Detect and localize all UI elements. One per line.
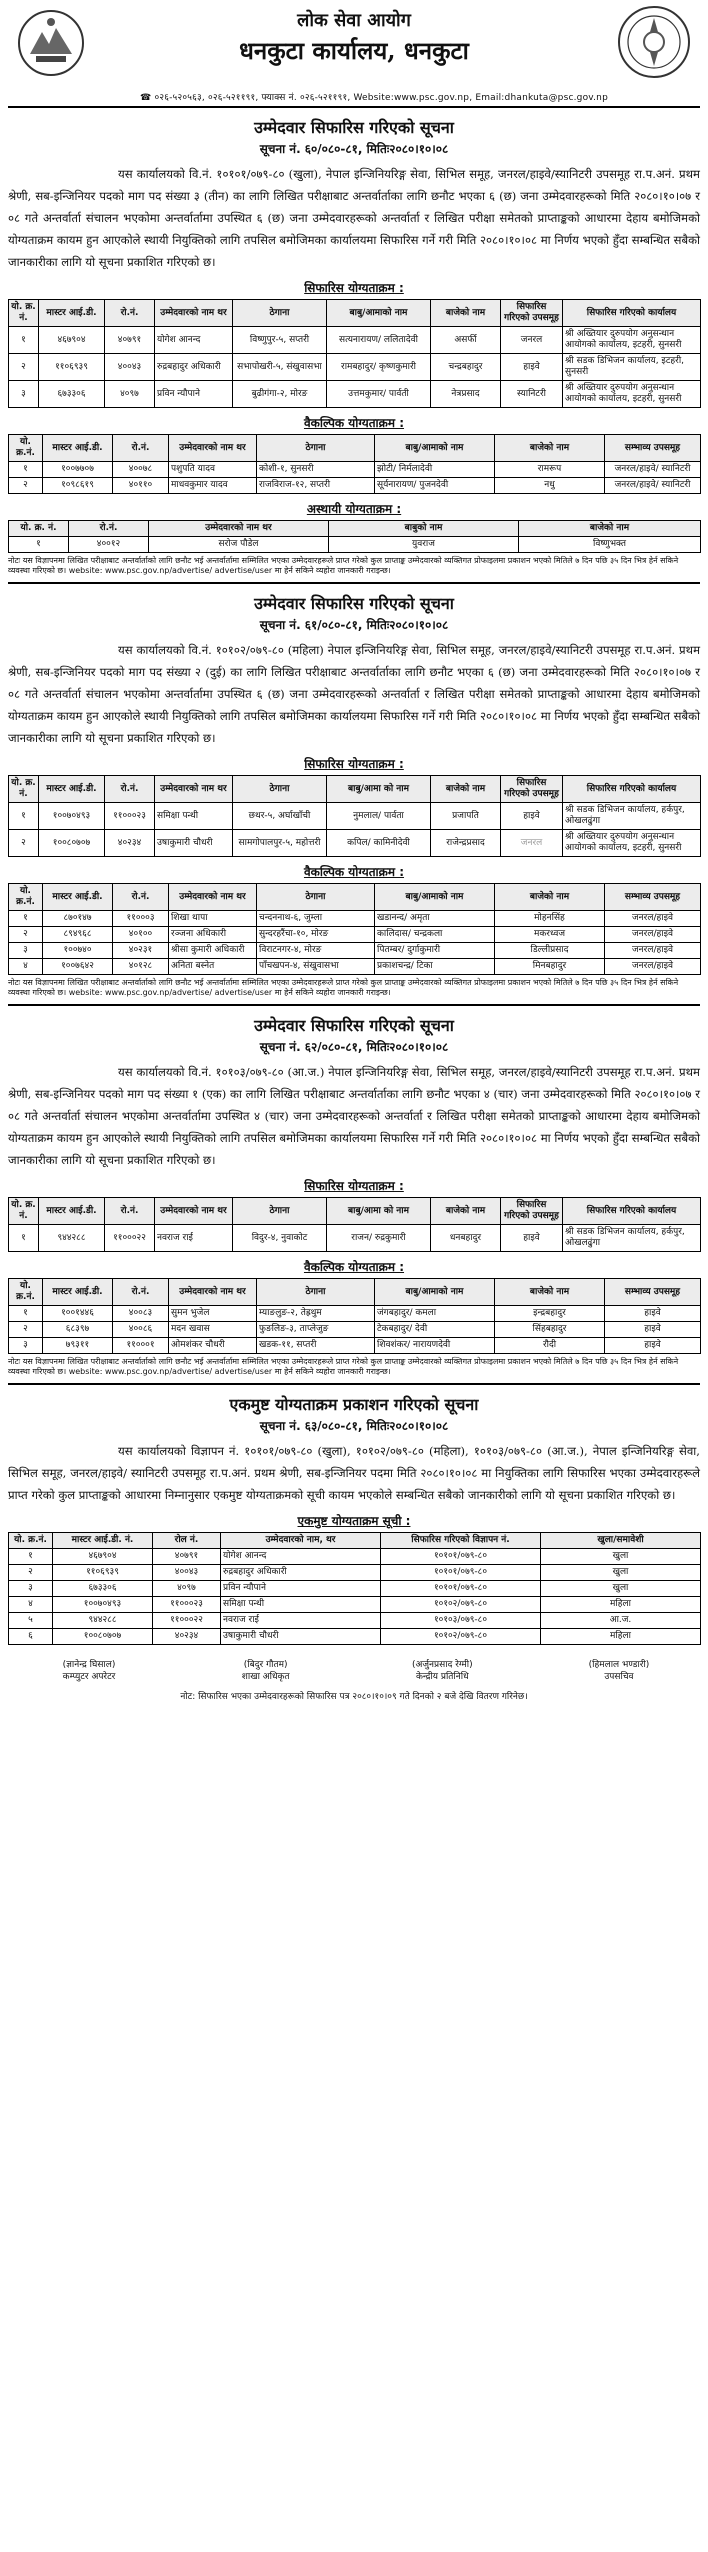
- table-row: [9, 927, 701, 943]
- notice-number: सूचना नं. ६१/०८०-८१, मितिः२०८०।१०।०८: [259, 618, 449, 632]
- table-cell: युवराज: [329, 537, 519, 553]
- table-row: [9, 1338, 701, 1354]
- recommendation-title: सिफारिस योग्यताक्रम :: [304, 1179, 404, 1193]
- final-merit-table: [8, 1532, 701, 1645]
- table-cell: ४०७९१: [105, 327, 155, 354]
- table-cell: कालिदास/ चन्द्रकला: [375, 927, 495, 943]
- column-header: सिफारिस गरिएको उपसमूह: [501, 776, 563, 803]
- table-row: [9, 537, 701, 553]
- table-cell: ८७०१४७: [43, 911, 113, 927]
- table-cell: विष्णुभक्त: [519, 537, 701, 553]
- table-cell: ७९३११: [43, 1338, 113, 1354]
- column-header: रो.नं.: [113, 1279, 169, 1306]
- notice-note: नोटः यस विज्ञापनमा लिखित परीक्षाबाट अन्तर्वार्ताको लागि छनौट भई अन्तर्वार्तामा सम्मिलित भएका उम्मेदवारहरूले प्राप्त गरेको कुल प्राप्ताङ्क उम्मेदवारको व्यक्तिगत प्रोफाइलमा प्रकाशन भएको मितिले ७ दिन पछि ३५ दिन भित्र हेर्न सकिने व्यवस्था गरिएको छ। website: www.psc.gov.np/advertise/ advertise/user मा हेर्न सकिने व्यहोरा जानकारी गराइन्छ।: [8, 978, 700, 1006]
- table-cell: ४००८६: [113, 1322, 169, 1338]
- column-header: यो. क्र.नं.: [9, 884, 43, 911]
- column-header: सम्भाव्य उपसमूह: [605, 1279, 701, 1306]
- column-header: उम्मेदवारको नाम थर: [169, 1279, 257, 1306]
- table-cell: ६: [9, 1629, 53, 1645]
- table-cell: ४०२३१: [113, 943, 169, 959]
- table-cell: उषाकुमारी चौधरी: [221, 1629, 381, 1645]
- table-cell: छथर-५, अर्घाखाँची: [233, 803, 327, 830]
- table-cell: ३: [9, 381, 39, 408]
- table-cell: सभापोखरी-५, संखुवासभा: [233, 354, 327, 381]
- temporary-table: [8, 520, 701, 553]
- table-cell: उत्तमकुमार/ पार्वती: [327, 381, 431, 408]
- table-cell: खुला: [541, 1565, 701, 1581]
- table-cell: मदन खवास: [169, 1322, 257, 1338]
- column-header: सिफारिस गरिएको कार्यालय: [563, 300, 701, 327]
- table-cell: विदुर-४, नुवाकोट: [233, 1225, 327, 1252]
- table-cell: ४०७९१: [153, 1549, 221, 1565]
- table-cell: जनरल/हाइवे/ स्यानिटरी: [605, 462, 701, 478]
- table-cell: ४०२३४: [105, 830, 155, 857]
- column-header: उम्मेदवारको नाम थर: [169, 435, 257, 462]
- table-cell: ८९४९६८: [43, 927, 113, 943]
- table-cell: ९४४२८८: [39, 1225, 105, 1252]
- table-cell: ४०९७: [153, 1581, 221, 1597]
- table-cell: उषाकुमारी चौधरी: [155, 830, 233, 857]
- signature: (अर्जुनप्रसाद रेग्मी) केन्द्रीय प्रतिनिधि: [411, 1660, 473, 1682]
- table-cell: ६७३३०६: [39, 381, 105, 408]
- table-cell: मकरध्वज: [495, 927, 605, 943]
- table-row: [9, 943, 701, 959]
- table-cell: समिक्षा पन्थी: [155, 803, 233, 830]
- column-header: मास्टर आई.डी.: [39, 300, 105, 327]
- table-cell: ३: [9, 943, 43, 959]
- table-cell: हाइवे: [605, 1306, 701, 1322]
- table-cell: पशुपति यादव: [169, 462, 257, 478]
- table-cell: रञ्जना अधिकारी: [169, 927, 257, 943]
- final-title: एकमुष्ट योग्यताक्रम प्रकाशन गरिएको सूचना: [229, 1395, 479, 1414]
- table-cell: चन्दननाथ-६, जुम्ला: [257, 911, 375, 927]
- final-no: सूचना नं. ६३/०८०-८१, मितिः२०८०।१०।०८: [259, 1419, 449, 1433]
- table-cell: योगेश आनन्द: [155, 327, 233, 354]
- column-header: सिफारिस गरिएको कार्यालय: [563, 1198, 701, 1225]
- notice-3: [8, 1006, 700, 1385]
- column-header: उम्मेदवारको नाम थर: [169, 884, 257, 911]
- table-cell: रामरूप: [495, 462, 605, 478]
- column-header: बाबु/आमाको नाम: [375, 435, 495, 462]
- table-cell: २: [9, 1322, 43, 1338]
- table-cell: सुन्दरहरैंचा-१०, मोरङ: [257, 927, 375, 943]
- column-header: रो.नं.: [105, 1198, 155, 1225]
- table-row: [9, 1322, 701, 1338]
- table-cell: रौदी: [495, 1338, 605, 1354]
- table-row: [9, 1597, 701, 1613]
- table-row: [9, 1225, 701, 1252]
- column-header: ठेगाना: [233, 1198, 327, 1225]
- table-row: [9, 1306, 701, 1322]
- column-header: यो. क्र.नं.: [9, 435, 43, 462]
- table-cell: फुङलिङ-३, ताप्लेजुङ: [257, 1322, 375, 1338]
- table-cell: ४००१२: [69, 537, 149, 553]
- table-cell: ११०६९३९: [39, 354, 105, 381]
- table-cell: डिल्लीप्रसाद: [495, 943, 605, 959]
- column-header: यो. क्र. नं.: [9, 1198, 39, 1225]
- table-cell: म्याङलुङ-२, तेह्रथुम: [257, 1306, 375, 1322]
- table-row: [9, 911, 701, 927]
- table-cell: २: [9, 478, 43, 494]
- column-header: बाबु/आमा को नाम: [327, 1198, 431, 1225]
- psc-seal-icon: [616, 4, 692, 80]
- table-cell: टेकबहादुर/ देवी: [375, 1322, 495, 1338]
- table-cell: नुमलाल/ पार्वता: [327, 803, 431, 830]
- table-cell: रुद्रबहादुर अधिकारी: [221, 1565, 381, 1581]
- table-cell: १०१०१/०७९-८०: [381, 1549, 541, 1565]
- table-cell: समिक्षा पन्थी: [221, 1597, 381, 1613]
- table-cell: ११०००१: [113, 1338, 169, 1354]
- table-cell: जनरल/हाइवे: [605, 911, 701, 927]
- table-cell: १००७०४९३: [53, 1597, 153, 1613]
- table-cell: ४: [9, 959, 43, 975]
- table-cell: हाइवे: [605, 1338, 701, 1354]
- table-cell: श्री सडक डिभिजन कार्यालय, हर्कपुर, ओखलढुंगा: [563, 1225, 701, 1252]
- column-header: मास्टर आई.डी.: [39, 776, 105, 803]
- notice-note: नोटः यस विज्ञापनमा लिखित परीक्षाबाट अन्तर्वार्ताको लागि छनौट भई अन्तर्वार्तामा सम्मिलित भएका उम्मेदवारहरूले प्राप्त गरेको कुल प्राप्ताङ्क उम्मेदवारको व्यक्तिगत प्रोफाइलमा प्रकाशन भएको मितिले ७ दिन पछि ३५ दिन भित्र हेर्न सकिने व्यवस्था गरिएको छ। website: www.psc.gov.np/advertise/ advertise/user मा हेर्न सकिने व्यहोरा जानकारी गराइन्छ।: [8, 1357, 700, 1385]
- column-header: रो.नं.: [113, 435, 169, 462]
- table-cell: ४००८३: [113, 1306, 169, 1322]
- column-header: रो.नं.: [69, 521, 149, 537]
- table-cell: राजविराज-१२, सप्तरी: [257, 478, 375, 494]
- table-cell: १००७४०: [43, 943, 113, 959]
- table-cell: १००७०४९३: [39, 803, 105, 830]
- column-header: बाजेको नाम: [431, 300, 501, 327]
- table-cell: श्री सडक डिभिजन कार्यालय, हर्कपुर, ओखलढुंगा: [563, 803, 701, 830]
- office-name: धनकुटा कार्यालय, धनकुटा: [239, 36, 469, 65]
- final-notice: [8, 1385, 700, 1702]
- table-cell: महिला: [541, 1597, 701, 1613]
- table-cell: १००८०७०७: [53, 1629, 153, 1645]
- column-header: बाजेको नाम: [495, 884, 605, 911]
- table-cell: १: [9, 462, 43, 478]
- table-cell: सिंहबहादुर: [495, 1322, 605, 1338]
- table-row: [9, 803, 701, 830]
- table-cell: पितम्बर/ दुर्गाकुमारी: [375, 943, 495, 959]
- table-cell: नेत्रप्रसाद: [431, 381, 501, 408]
- table-cell: विष्णुपुर-५, सप्तरी: [233, 327, 327, 354]
- final-footer-note: नोट: सिफारिस भएका उम्मेदवारहरूको सिफारिस पत्र २०८०।१०।०९ गते दिनको २ बजे देखि वितरण गरिनेछ।: [180, 1692, 528, 1702]
- table-cell: ४०२३४: [153, 1629, 221, 1645]
- column-header: यो. क्र. नं.: [9, 300, 39, 327]
- table-cell: १: [9, 1225, 39, 1252]
- column-header: रो.नं.: [105, 776, 155, 803]
- column-header: बाजेको नाम: [495, 1279, 605, 1306]
- table-cell: खुला: [541, 1549, 701, 1565]
- signature: (हिमलाल भण्डारी) उपसचिव: [588, 1660, 650, 1682]
- table-cell: हाइवे: [501, 354, 563, 381]
- column-header: खुला/समावेशी: [541, 1533, 701, 1549]
- table-cell: चन्द्रबहादुर: [431, 354, 501, 381]
- table-cell: प्रविन न्यौपाने: [221, 1581, 381, 1597]
- table-cell: ९४४२८८: [53, 1613, 153, 1629]
- column-header: उम्मेदवारको नाम थर: [155, 1198, 233, 1225]
- table-cell: विराटनगर-४, मोरङ: [257, 943, 375, 959]
- recommendation-title: सिफारिस योग्यताक्रम :: [304, 757, 404, 771]
- alternate-title: वैकल्पिक योग्यताक्रम :: [303, 1260, 405, 1274]
- table-cell: सुमन भुजेल: [169, 1306, 257, 1322]
- table-cell: १०१०१/०७९-८०: [381, 1565, 541, 1581]
- column-header: मास्टर आई.डी.: [43, 1279, 113, 1306]
- table-cell: ४००४३: [153, 1565, 221, 1581]
- table-cell: श्री सडक डिभिजन कार्यालय, इटहरी, सुनसरी: [563, 354, 701, 381]
- table-cell: असर्फी: [431, 327, 501, 354]
- table-cell: १०१०२/०७९-८०: [381, 1629, 541, 1645]
- column-header: ठेगाना: [233, 300, 327, 327]
- table-cell: श्रीसा कुमारी अधिकारी: [169, 943, 257, 959]
- column-header: मास्टर आई.डी.: [43, 435, 113, 462]
- table-cell: ३: [9, 1338, 43, 1354]
- table-cell: प्रकाशचन्द्र/ टिका: [375, 959, 495, 975]
- table-cell: ४६७९०४: [39, 327, 105, 354]
- notice-body: यस कार्यालयको वि.नं. १०१०२/०७९-८० (महिला) नेपाल इन्जिनियरिङ्ग सेवा, सिभिल समूह, जनरल/हाइवे/स्यानिटरी उपसमूह रा.प.अनं. प्रथम श्रेणी, सब-इन्जिनियर पदको माग पद संख्या २ (दुई) का लागि लिखित परीक्षाबाट अन्तर्वार्ताका लागि छनौट भएका ६ (छ) जना उम्मेदवारहरूको मिति २०८०।१०।०७ र ०८ गते अन्तर्वार्ता संचालन भएकोमा अन्तर्वार्तामा उपस्थित ६ (छ) जना उम्मेदवारहरूको अन्तर्वार्ता र लिखित परीक्षा समेतको प्राप्ताङ्कको आधारमा देहाय बमोजिमको योग्यताक्रम कायम हुन आएकोले स्थायी नियुक्तिको लागि तपसिल बमोजिमका कार्यालयमा सिफारिस गर्ने गरी मिति २०८०।१०।०८ मा निर्णय भएको हुँदा सम्बन्धित सबैको जानकारीका लागि यो सूचना प्रकाशित गरिएको छ।: [8, 643, 700, 745]
- table-cell: १: [9, 1306, 43, 1322]
- table-cell: कोशी-१, सुनसरी: [257, 462, 375, 478]
- table-cell: नवराज राई: [221, 1613, 381, 1629]
- column-header: रो.नं.: [105, 300, 155, 327]
- table-cell: २: [9, 830, 39, 857]
- table-cell: १: [9, 327, 39, 354]
- column-header: उम्मेदवारको नाम थर: [149, 521, 329, 537]
- table-row: [9, 1629, 701, 1645]
- column-header: यो. क्र. नं.: [9, 521, 69, 537]
- table-cell: इन्द्रबहादुर: [495, 1306, 605, 1322]
- table-cell: ११०००२२: [105, 1225, 155, 1252]
- column-header: सम्भाव्य उपसमूह: [605, 435, 701, 462]
- table-cell: श्री अख्तियार दुरुपयोग अनुसन्धान आयोगको कार्यालय, इटहरी, सुनसरी: [563, 381, 701, 408]
- column-header: रोल नं.: [153, 1533, 221, 1549]
- table-row: [9, 830, 701, 857]
- table-cell: अनिता बस्नेत: [169, 959, 257, 975]
- notice-body: यस कार्यालयको वि.नं. १०१०३/०७९-८० (आ.ज.) नेपाल इन्जिनियरिङ्ग सेवा, सिभिल समूह, जनरल/हाइवे/स्यानिटरी उपसमूह रा.प.अनं. प्रथम श्रेणी, सब-इन्जिनियर पदको माग पद संख्या १ (एक) का लागि लिखित परीक्षाबाट अन्तर्वार्ताका लागि छनौट भएका ४ (चार) जना उम्मेदवारहरूको मिति २०८०।१०।०७ र ०८ गते अन्तर्वार्ता संचालन भएकोमा अन्तर्वार्तामा उपस्थित ४ (चार) जना उम्मेदवारहरूको अन्तर्वार्ता र लिखित परीक्षा समेतको प्राप्ताङ्कको आधारमा देहाय बमोजिमको योग्यताक्रम कायम हुन आएकोले स्थायी नियुक्तिको लागि तपसिल बमोजिमका कार्यालयमा सिफारिस गर्ने गरी मिति २०८०।१०।०८ मा निर्णय भएको हुँदा सम्बन्धित सबैको जानकारीका लागि यो सूचना प्रकाशित गरिएको छ।: [8, 1065, 700, 1167]
- table-cell: श्री अख्तियार दुरुपयोग अनुसन्धान आयोगको कार्यालय, इटहरी, सुनसरी: [563, 830, 701, 857]
- column-header: ठेगाना: [257, 1279, 375, 1306]
- column-header: सिफारिस गरिएको विज्ञापन नं.: [381, 1533, 541, 1549]
- column-header: ठेगाना: [257, 884, 375, 911]
- table-cell: सूर्यनारायण/ पुजनदेवी: [375, 478, 495, 494]
- notice-number: सूचना नं. ६२/०८०-८१, मितिः२०८०।१०।०८: [259, 1040, 449, 1054]
- column-header: सिफारिस गरिएको उपसमूह: [501, 300, 563, 327]
- table-cell: स्यानिटरी: [501, 381, 563, 408]
- column-header: बाबु/आमा को नाम: [327, 776, 431, 803]
- table-row: [9, 354, 701, 381]
- table-cell: खडानन्द/ अमृता: [375, 911, 495, 927]
- table-cell: हाइवे: [501, 1225, 563, 1252]
- table-cell: रामबहादुर/ कृष्णकुमारी: [327, 354, 431, 381]
- final-body: यस कार्यालयको विज्ञापन नं. १०१०१/०७९-८० (खुला), १०१०२/०७९-८० (महिला), १०१०३/०७९-८० (आ.ज.), नेपाल इन्जिनियरिङ्ग सेवा, सिभिल समूह, जनरल/हाइवे/ स्यानिटरी उपसमूह रा.प.अनं. प्रथम श्रेणी, सब-इन्जिनियर पदमा मिति २०८०।१०।०८ मा नियुक्तिका लागि सिफारिस भएका उम्मेदवारहरूले प्राप्त गरेको कुल प्राप्ताङ्कको आधारमा निम्नानुसार एकमुष्ट योग्यताक्रमको सूची कायम भएकोले सम्बन्धित सबैको जानकारीको लागि यो सूचना प्रकाशित गरिएको छ।: [8, 1444, 700, 1502]
- table-cell: २: [9, 1565, 53, 1581]
- table-cell: मोहनसिंह: [495, 911, 605, 927]
- table-row: [9, 478, 701, 494]
- table-cell: ४०१००: [113, 927, 169, 943]
- table-row: [9, 1565, 701, 1581]
- notices-container: [8, 108, 700, 1385]
- table-row: [9, 1581, 701, 1597]
- table-cell: १००७७०७: [43, 462, 113, 478]
- column-header: बाबु/आमाको नाम: [327, 300, 431, 327]
- table-cell: १०१०१/०७९-८०: [381, 1581, 541, 1597]
- table-cell: जनरल/हाइवे: [605, 959, 701, 975]
- column-header: बाबुको नाम: [329, 521, 519, 537]
- table-cell: सामगोपालपुर-५, महोत्तरी: [233, 830, 327, 857]
- table-cell: ४००४३: [105, 354, 155, 381]
- column-header: यो. क्र.नं.: [9, 1279, 43, 1306]
- table-cell: १: [9, 911, 43, 927]
- table-cell: बुढीगंगा-२, मोरङ: [233, 381, 327, 408]
- table-cell: आ.ज.: [541, 1613, 701, 1629]
- table-row: [9, 1613, 701, 1629]
- table-cell: कपिल/ कामिनीदेवी: [327, 830, 431, 857]
- table-cell: मिनबहादुर: [495, 959, 605, 975]
- table-cell: १०१०३/०७९-८०: [381, 1613, 541, 1629]
- table-cell: नधु: [495, 478, 605, 494]
- alternate-table: [8, 883, 701, 975]
- table-cell: श्री अख्तियार दुरुपयोग अनुसन्धान आयोगको कार्यालय, इटहरी, सुनसरी: [563, 327, 701, 354]
- table-row: [9, 381, 701, 408]
- table-cell: सत्यनारायण/ ललितादेवी: [327, 327, 431, 354]
- org-name: लोक सेवा आयोग: [297, 10, 411, 31]
- notice-title: उम्मेदवार सिफारिस गरिएको सूचना: [254, 594, 454, 613]
- table-cell: ११०००२३: [153, 1597, 221, 1613]
- table-cell: ११०००२३: [105, 803, 155, 830]
- column-header: रो.नं.: [113, 884, 169, 911]
- table-cell: १०९८६१९: [43, 478, 113, 494]
- column-header: बाबु/आमाको नाम: [375, 884, 495, 911]
- table-cell: ११०६९३९: [53, 1565, 153, 1581]
- table-row: [9, 462, 701, 478]
- signature: (बिदुर गौतम) शाखा अधिकृत: [241, 1660, 290, 1682]
- table-cell: रुद्रबहादुर अधिकारी: [155, 354, 233, 381]
- table-cell: १००१४४६: [43, 1306, 113, 1322]
- table-cell: पाँचखपन-४, संखुवासभा: [257, 959, 375, 975]
- recommendation-table: [8, 775, 701, 857]
- table-cell: जनरल/हाइवे: [605, 943, 701, 959]
- notice-title: उम्मेदवार सिफारिस गरिएको सूचना: [254, 118, 454, 137]
- table-cell: ओमशंकर चौधरी: [169, 1338, 257, 1354]
- column-header: बाजेको नाम: [495, 435, 605, 462]
- recommendation-table: [8, 1197, 701, 1252]
- table-cell: हाइवे: [605, 1322, 701, 1338]
- contact-line: ☎ ०२६-५२०५६३, ०२६-५२११९१, फ्याक्स नं. ०२६-५२११९१, Website:www.psc.gov.np, Email:dhankuta@psc.gov.np: [140, 93, 608, 103]
- table-cell: शिवशंकर/ नारायणदेवी: [375, 1338, 495, 1354]
- table-cell: जनरल: [501, 327, 563, 354]
- column-header: उम्मेदवारको नाम, थर: [221, 1533, 381, 1549]
- office-header: [8, 0, 700, 108]
- table-cell: शिखा थापा: [169, 911, 257, 927]
- recommendation-table: [8, 299, 701, 408]
- column-header: उम्मेदवारको नाम थर: [155, 300, 233, 327]
- column-header: मास्टर आई.डी.: [43, 884, 113, 911]
- column-header: ठेगाना: [257, 435, 375, 462]
- table-cell: २: [9, 927, 43, 943]
- table-cell: ३: [9, 1581, 53, 1597]
- table-cell: महिला: [541, 1629, 701, 1645]
- column-header: ठेगाना: [233, 776, 327, 803]
- table-cell: ५: [9, 1613, 53, 1629]
- alternate-table: [8, 1278, 701, 1354]
- table-cell: ४: [9, 1597, 53, 1613]
- table-cell: ६७३३०६: [53, 1581, 153, 1597]
- notice-title: उम्मेदवार सिफारिस गरिएको सूचना: [254, 1016, 454, 1035]
- signature-block: [8, 1659, 700, 1683]
- table-cell: २: [9, 354, 39, 381]
- table-cell: योगेश आनन्द: [221, 1549, 381, 1565]
- notice-note: नोटः यस विज्ञापनमा लिखित परीक्षाबाट अन्तर्वार्ताको लागि छनौट भई अन्तर्वार्तामा सम्मिलित भएका उम्मेदवारहरूले प्राप्त गरेको कुल प्राप्ताङ्क उम्मेदवारको व्यक्तिगत प्रोफाइलमा प्रकाशन भएको मितिले ७ दिन पछि ३५ दिन भित्र हेर्न सकिने व्यवस्था गरिएको छ। website: www.psc.gov.np/advertise/ advertise/user मा हेर्न सकिने व्यहोरा जानकारी गराइन्छ।: [8, 556, 700, 584]
- table-cell: ४०११०: [113, 478, 169, 494]
- table-cell: झोटी/ निर्मलादेवी: [375, 462, 495, 478]
- table-cell: नवराज राई: [155, 1225, 233, 1252]
- table-cell: प्रजापति: [431, 803, 501, 830]
- table-row: [9, 327, 701, 354]
- notice-2: [8, 584, 700, 1006]
- column-header: सिफारिस गरिएको कार्यालय: [563, 776, 701, 803]
- table-cell: १: [9, 537, 69, 553]
- table-cell: खडक-११, सप्तरी: [257, 1338, 375, 1354]
- table-cell: माधवकुमार यादव: [169, 478, 257, 494]
- column-header: यो. क्र. नं.: [9, 776, 39, 803]
- notice-1: [8, 108, 700, 584]
- table-cell: १: [9, 803, 39, 830]
- table-cell: राजन/ रुद्रकुमारी: [327, 1225, 431, 1252]
- table-cell: ४००७८: [113, 462, 169, 478]
- column-header: उम्मेदवारको नाम थर: [155, 776, 233, 803]
- table-cell: १००७६४२: [43, 959, 113, 975]
- table-cell: ४०९७: [105, 381, 155, 408]
- alternate-title: वैकल्पिक योग्यताक्रम :: [303, 865, 405, 879]
- table-cell: जंगबहादुर/ कमला: [375, 1306, 495, 1322]
- table-cell: १०१०२/०७९-८०: [381, 1597, 541, 1613]
- table-cell: धनबहादुर: [431, 1225, 501, 1252]
- alternate-title: वैकल्पिक योग्यताक्रम :: [303, 416, 405, 430]
- table-cell: खुला: [541, 1581, 701, 1597]
- column-header: सम्भाव्य उपसमूह: [605, 884, 701, 911]
- column-header: बाजेको नाम: [431, 1198, 501, 1225]
- table-cell: ११०००३: [113, 911, 169, 927]
- column-header: यो. क्र.नं.: [9, 1533, 53, 1549]
- table-cell: ४०१२८: [113, 959, 169, 975]
- notice-body: यस कार्यालयको वि.नं. १०१०१/०७९-८० (खुला), नेपाल इन्जिनियरिङ्ग सेवा, सिभिल समूह, जनरल/हाइवे/स्यानिटरी उपसमूह रा.प.अनं. प्रथम श्रेणी, सब-इन्जिनियर पदको माग पद संख्या ३ (तीन) का लागि लिखित परीक्षाबाट अन्तर्वार्ताका लागि छनौट भएका ६ (छ) जना उम्मेदवारहरूको मिति २०८०।१०।०७ र ०८ गते अन्तर्वार्ता संचालन भएकोमा अन्तर्वार्तामा उपस्थित ६ (छ) जना उम्मेदवारहरूको अन्तर्वार्ता र लिखित परीक्षा समेतको प्राप्ताङ्कको आधारमा देहाय बमोजिमको योग्यताक्रम कायम हुन आएकोले स्थायी नियुक्तिको लागि तपसिल बमोजिमका कार्यालयमा सिफारिस गर्ने गरी मिति २०८०।१०।०८ मा निर्णय भएको हुँदा सम्बन्धित सबैको जानकारीका लागि यो सूचना प्रकाशित गरिएको छ।: [8, 167, 700, 269]
- recommendation-title: सिफारिस योग्यताक्रम :: [304, 281, 404, 295]
- table-cell: सरोज पौडेल: [149, 537, 329, 553]
- table-cell: हाइवे: [501, 803, 563, 830]
- table-cell: राजेन्द्रप्रसाद: [431, 830, 501, 857]
- final-list-title: एकमुष्ट योग्यताक्रम सूची :: [297, 1514, 411, 1528]
- column-header: सिफारिस गरिएको उपसमूह: [501, 1198, 563, 1225]
- column-header: बाबु/आमाको नाम: [375, 1279, 495, 1306]
- table-cell: प्रविन न्यौपाने: [155, 381, 233, 408]
- table-cell: १००८०७०७: [39, 830, 105, 857]
- column-header: बाजेको नाम: [431, 776, 501, 803]
- column-header: बाजेको नाम: [519, 521, 701, 537]
- table-row: [9, 1549, 701, 1565]
- table-cell: जनरल/हाइवे: [605, 927, 701, 943]
- table-row: [9, 959, 701, 975]
- table-cell: जनरल: [501, 830, 563, 857]
- table-cell: ४६७९०४: [53, 1549, 153, 1565]
- column-header: मास्टर आई.डी. नं.: [53, 1533, 153, 1549]
- signature: (ज्ञानेन्द्र घिसाल) कम्प्युटर अपरेटर: [62, 1660, 116, 1682]
- temporary-title: अस्थायी योग्यताक्रम :: [306, 502, 402, 516]
- column-header: मास्टर आई.डी.: [39, 1198, 105, 1225]
- notice-number: सूचना नं. ६०/०८०-८१, मितिः२०८०।१०।०८: [259, 142, 449, 156]
- table-cell: १: [9, 1549, 53, 1565]
- table-cell: ११०००२२: [153, 1613, 221, 1629]
- table-cell: जनरल/हाइवे/ स्यानिटरी: [605, 478, 701, 494]
- alternate-table: [8, 434, 701, 494]
- table-cell: ६८३९७: [43, 1322, 113, 1338]
